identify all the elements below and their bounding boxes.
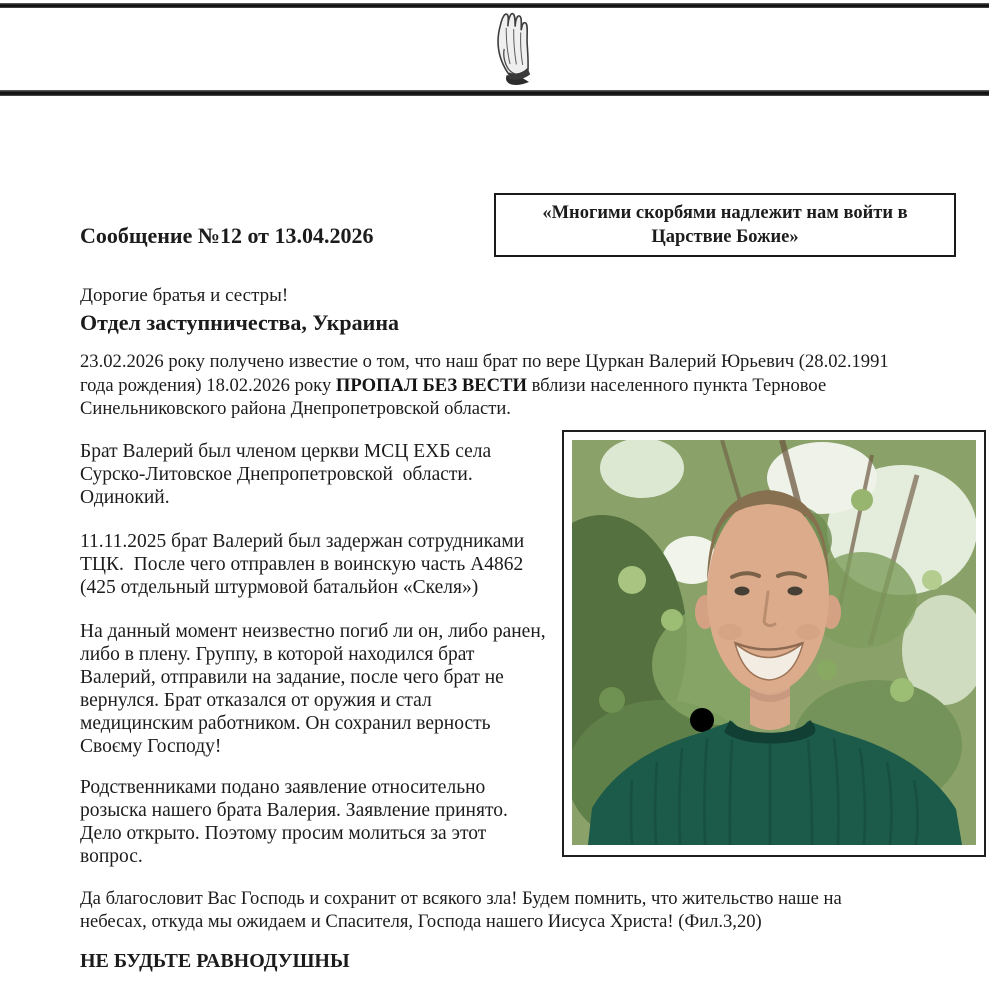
text-line: розыска нашего брата Валерия. Заявление принято. [80, 800, 508, 821]
text-line: Да благословит Вас Господь и сохранит от всякого зла! Будем помнить, что жительство наше на [80, 888, 842, 909]
intro-line-2-post: вблизи населенного пункта Терновое [526, 374, 827, 396]
intro-line-2 [80, 374, 889, 398]
footer-appeal: НЕ БУДЬТЕ РАВНОДУШНЫ [80, 950, 350, 972]
text-line: Дело открыто. Поэтому просим молиться за этот [80, 823, 487, 844]
title-line-2: Отдел заступничества, Украина [80, 310, 400, 335]
text-line: Сурско-Литовское Днепропетровской области. [80, 464, 473, 485]
header-rule [0, 90, 989, 96]
intro-line-2-pre: года рождения) 18.02.2026 року [80, 374, 336, 396]
text-line: небесах, откуда мы ожидаем и Спасителя, Господа нашего Иисуса Христа! (Фил.3,20) [80, 910, 762, 932]
intro-line-3: Синельниковского района Днепропетровской области. [80, 398, 511, 419]
quote-line-2: Царствие Божие» [651, 227, 799, 247]
paragraph-church-membership [80, 440, 491, 509]
quote-line-1: «Многими скорбями надлежит нам войти в [542, 203, 908, 223]
scripture-quote-box [494, 193, 956, 257]
text-line: либо в плену. Группу, в которой находился брат [80, 644, 475, 665]
paragraph-detention [80, 530, 524, 599]
text-line: вернулся. Брат отказался от оружия и стал [80, 690, 432, 711]
text-line: На данный момент неизвестно погиб ли он, либо ранен, [80, 621, 546, 642]
missing-status-bold: ПРОПАЛ БЕЗ ВЕСТИ [335, 374, 527, 396]
text-line: Одинокий. [80, 487, 170, 508]
text-line: (425 отдельный штурмовой батальйон «Скеля») [80, 577, 479, 598]
text-line: Валерий, отправили на задание, после чего брат не [80, 667, 504, 688]
text-line: 11.11.2025 брат Валерий был задержан сотрудниками [80, 531, 525, 552]
text-line: ТЦК. После чего отправлен в воинскую часть А4862 [80, 554, 524, 575]
text-line: Брат Валерий был членом церкви МСЦ ЕХБ села [80, 441, 492, 462]
text-line: вопрос. [80, 846, 143, 867]
text-line: медицинским работником. Он сохранил верность [80, 713, 491, 734]
title-line-1: Сообщение №12 от 13.04.2026 [80, 223, 374, 248]
paragraph-current-status [80, 620, 546, 758]
intro-paragraph [80, 350, 889, 421]
intro-line-1: 23.02.2026 року получено известие о том, что наш брат по вере Цуркан Валерий Юрьевич (28.02.1991 [80, 351, 889, 372]
praying-hands-icon [476, 7, 548, 87]
paragraph-search-request [80, 776, 508, 868]
salutation: Дорогие братья и сестры! [80, 285, 289, 306]
closing-blessing [80, 888, 842, 933]
text-line: Своєму Господу! [80, 736, 222, 757]
missing-person-photo [562, 430, 986, 857]
text-line: Родственниками подано заявление относительно [80, 777, 486, 798]
